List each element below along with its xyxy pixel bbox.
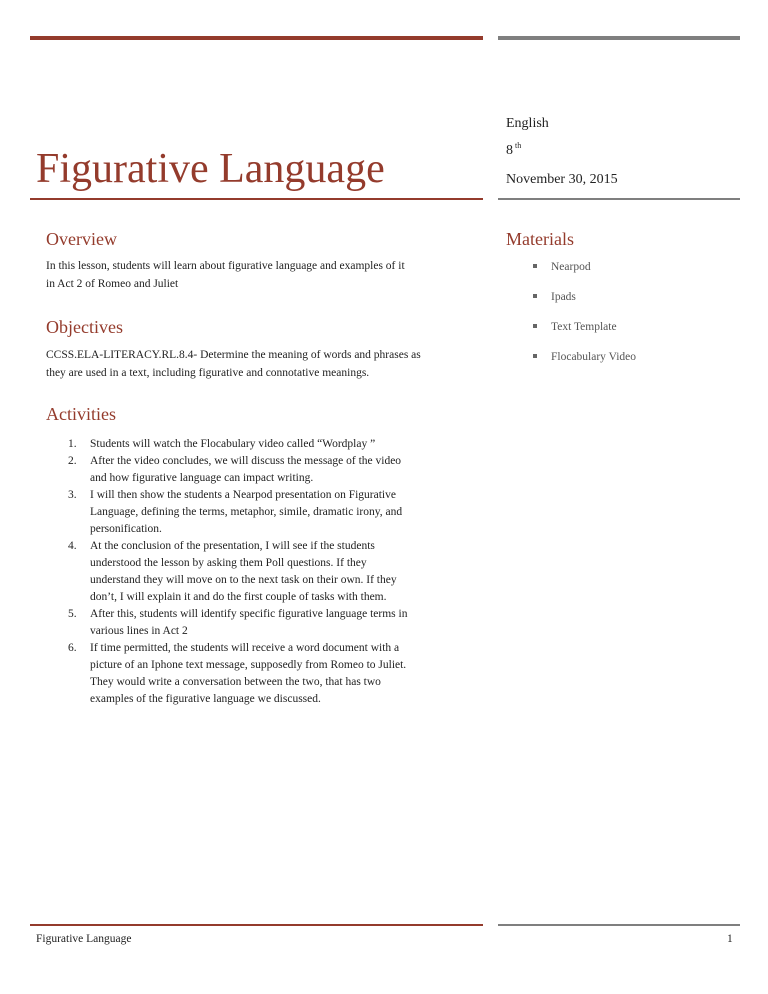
activity-line: picture of an Iphone text message, supposedly from Romeo to Juliet.	[90, 659, 407, 671]
activity-line: After the video concludes, we will discuss the message of the video	[90, 455, 402, 467]
activity-number: 2.	[68, 455, 77, 467]
header-rule-left	[30, 198, 483, 200]
activity-line: examples of the figurative language we discussed.	[90, 693, 321, 705]
footer-rule-left	[30, 924, 483, 926]
activity-line: They would write a conversation between the two, that has two	[90, 676, 381, 688]
top-rule-left	[30, 36, 483, 40]
activity-item	[46, 436, 456, 453]
materials-heading: Materials	[506, 229, 574, 249]
overview-line: In this lesson, students will learn about figurative language and examples of it	[46, 260, 405, 272]
footer-title: Figurative Language	[36, 933, 132, 945]
material-item	[506, 350, 636, 380]
square-bullet-icon	[533, 264, 537, 268]
objectives-heading: Objectives	[46, 317, 123, 337]
activity-line: understand they will move on to the next task on their own. If they	[90, 574, 397, 586]
activity-line: don’t, I will explain it and do the first couple of tasks with them.	[90, 591, 387, 603]
activity-line: I will then show the students a Nearpod presentation on Figurative	[90, 489, 396, 501]
activity-line: understood the lesson by asking them Poll questions. If they	[90, 557, 367, 569]
activity-line: After this, students will identify specific figurative language terms in	[90, 608, 408, 620]
date-label: November 30, 2015	[506, 172, 618, 187]
material-label: Ipads	[551, 291, 576, 303]
activity-line: At the conclusion of the presentation, I will see if the students	[90, 540, 375, 552]
page-number: 1	[727, 933, 733, 945]
objectives-line: they are used in a text, including figurative and connotative meanings.	[46, 367, 370, 379]
material-item	[506, 290, 636, 320]
activity-number: 1.	[68, 438, 77, 450]
activity-number: 3.	[68, 489, 77, 501]
activities-list	[46, 436, 456, 708]
activity-line: various lines in Act 2	[90, 625, 188, 637]
activity-number: 5.	[68, 608, 77, 620]
material-label: Flocabulary Video	[551, 351, 637, 363]
header-rule-right	[498, 198, 740, 200]
activity-number: 4.	[68, 540, 77, 552]
top-rule-right	[498, 36, 740, 40]
objectives-text	[46, 346, 458, 382]
material-label: Nearpod	[551, 261, 591, 273]
objectives-line: CCSS.ELA-LITERACY.RL.8.4- Determine the meaning of words and phrases as	[46, 349, 421, 361]
grade-suffix: th	[515, 141, 522, 150]
material-item	[506, 260, 636, 290]
activity-item	[46, 606, 456, 640]
activity-number: 6.	[68, 642, 77, 654]
activity-item	[46, 487, 456, 538]
square-bullet-icon	[533, 294, 537, 298]
materials-list	[506, 260, 636, 380]
activity-item	[46, 453, 456, 487]
activity-item	[46, 538, 456, 606]
grade-label	[506, 143, 521, 159]
activity-line: and how figurative language can impact writing.	[90, 472, 314, 484]
square-bullet-icon	[533, 354, 537, 358]
overview-heading: Overview	[46, 229, 117, 249]
document-title: Figurative Language	[36, 146, 385, 192]
activity-line: If time permitted, the students will receive a word document with a	[90, 642, 400, 654]
activity-line: personification.	[90, 523, 162, 535]
overview-line: in Act 2 of Romeo and Juliet	[46, 278, 179, 290]
activity-line: Students will watch the Flocabulary video called “Wordplay ”	[90, 438, 376, 450]
activity-line: Language, defining the terms, metaphor, simile, dramatic irony, and	[90, 506, 403, 518]
material-label: Text Template	[551, 321, 617, 333]
activities-heading: Activities	[46, 404, 116, 424]
activity-item	[46, 640, 456, 708]
square-bullet-icon	[533, 324, 537, 328]
material-item	[506, 320, 636, 350]
footer-rule-right	[498, 924, 740, 926]
grade-number: 8	[506, 143, 513, 158]
subject-label: English	[506, 116, 549, 131]
overview-text	[46, 257, 458, 293]
